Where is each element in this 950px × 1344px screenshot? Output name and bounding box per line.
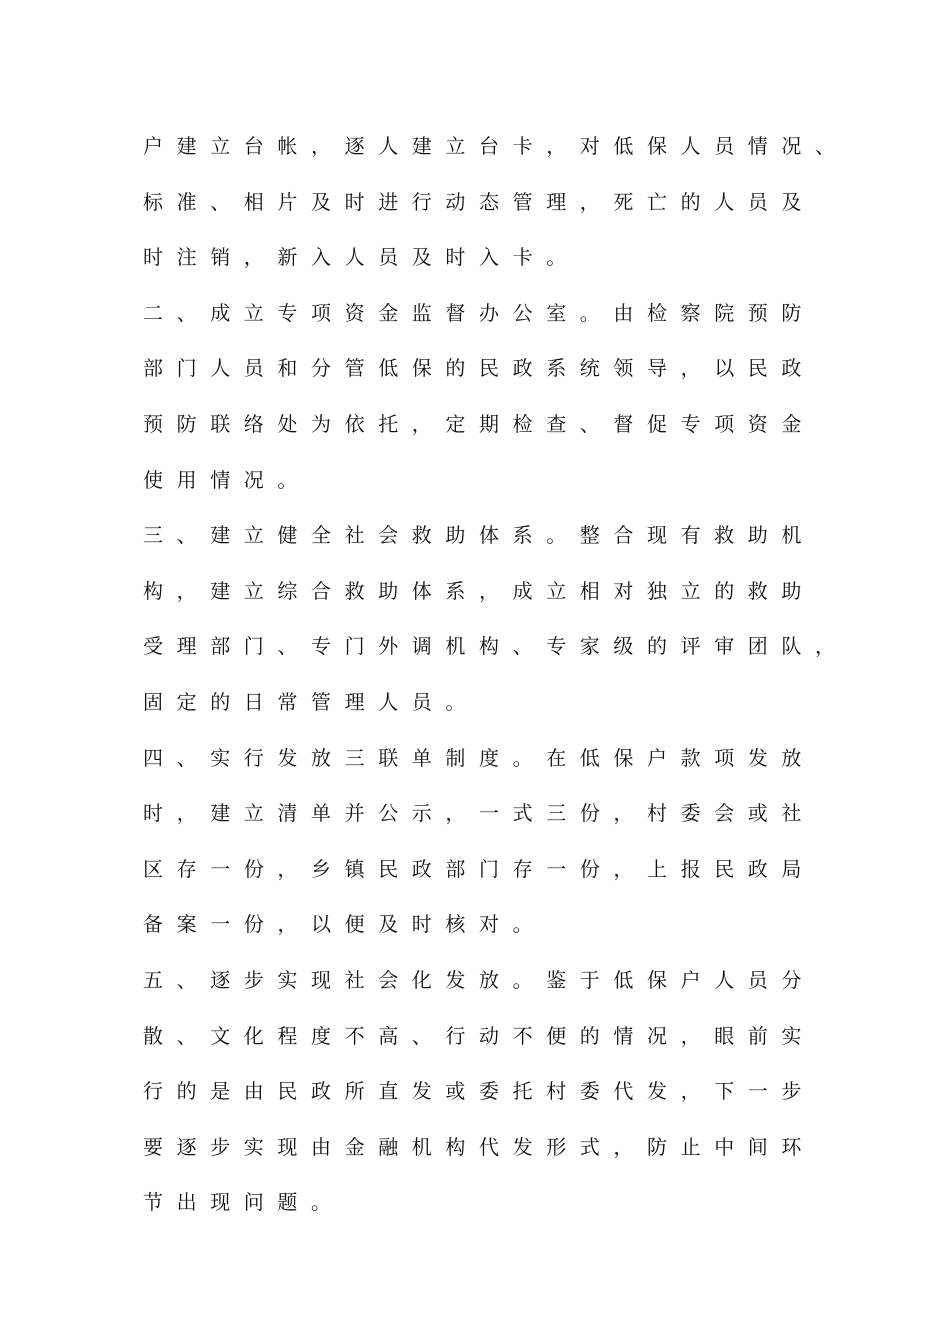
text-line-14: 区存一份，乡镇民政部门存一份，上报民政局 <box>143 856 815 881</box>
text-line-20: 节出现问题。 <box>143 1190 345 1215</box>
text-line-10: 受理部门、专门外调机构、专家级的评审团队， <box>143 634 849 659</box>
text-line-11: 固定的日常管理人员。 <box>143 689 479 714</box>
text-line-16: 五、逐步实现社会化发放。鉴于低保户人员分 <box>143 967 815 992</box>
text-line-5: 部门人员和分管低保的民政系统领导，以民政 <box>143 356 815 381</box>
text-line-1: 户建立台帐，逐人建立台卡，对低保人员情况、 <box>143 134 849 158</box>
text-line-9: 构，建立综合救助体系，成立相对独立的救助 <box>143 578 815 603</box>
text-line-15: 备案一份，以便及时核对。 <box>143 912 547 937</box>
text-line-12: 四、实行发放三联单制度。在低保户款项发放 <box>143 745 815 770</box>
text-line-17: 散、文化程度不高、行动不便的情况，眼前实 <box>143 1023 815 1048</box>
text-line-8: 三、建立健全社会救助体系。整合现有救助机 <box>143 523 815 548</box>
text-line-13: 时，建立清单并公示，一式三份，村委会或社 <box>143 801 815 826</box>
text-line-3: 时注销，新入人员及时入卡。 <box>143 245 580 270</box>
text-line-6: 预防联络处为依托，定期检查、督促专项资金 <box>143 411 815 436</box>
document-body <box>143 126 849 1238</box>
text-line-4: 二、成立专项资金监督办公室。由检察院预防 <box>143 300 815 325</box>
text-line-7: 使用情况。 <box>143 467 311 492</box>
text-line-2: 标准、相片及时进行动态管理，死亡的人员及 <box>143 189 815 214</box>
text-line-19: 要逐步实现由金融机构代发形式，防止中间环 <box>143 1134 815 1159</box>
text-line-18: 行的是由民政所直发或委托村委代发，下一步 <box>143 1079 815 1104</box>
